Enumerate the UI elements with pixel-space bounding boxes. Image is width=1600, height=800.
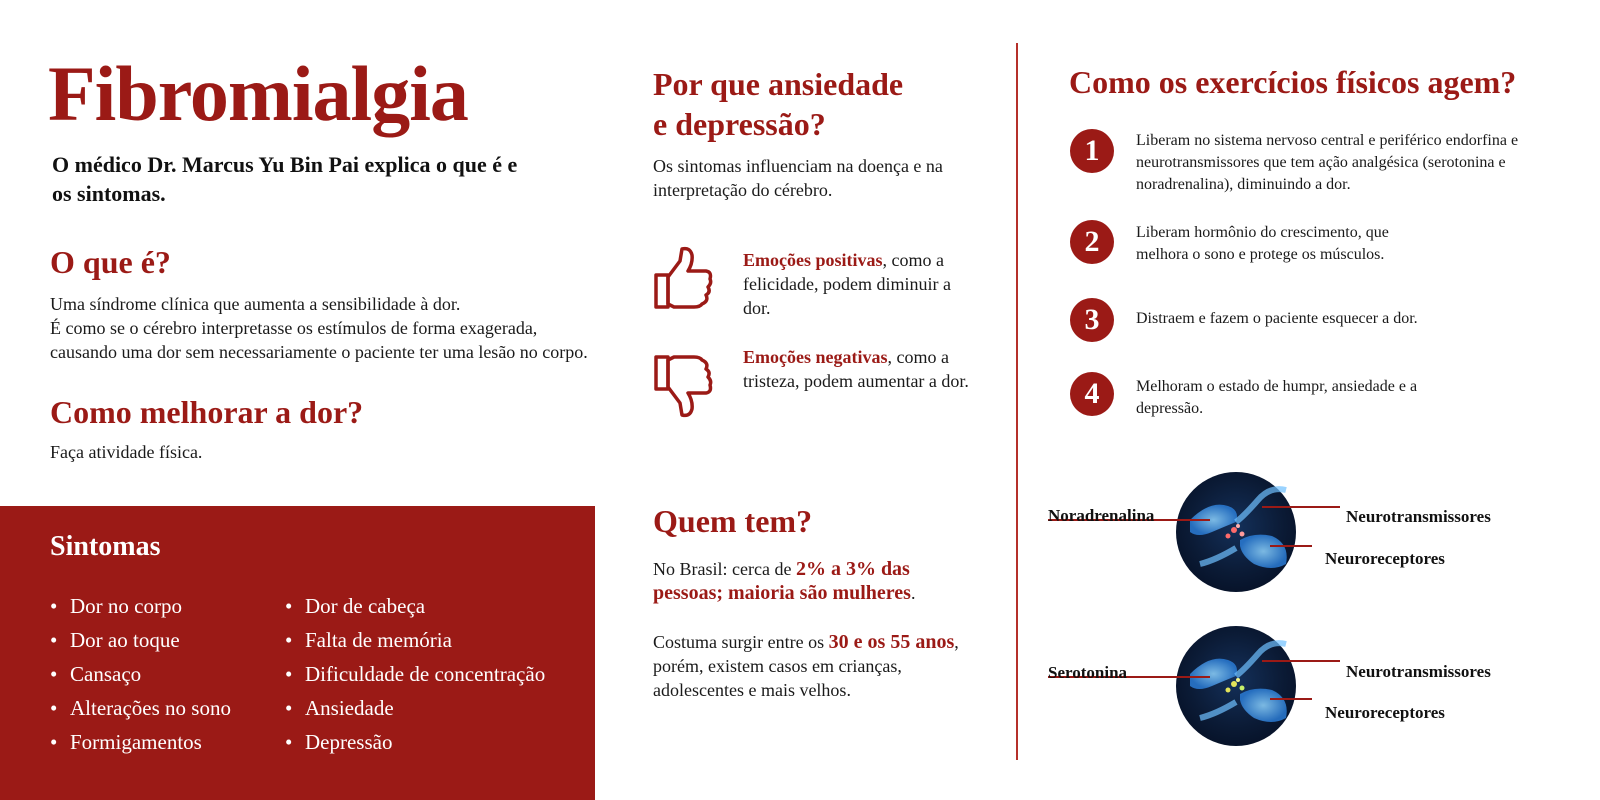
label-neurotransmissores: Neurotransmissores (1346, 662, 1491, 681)
emocoes-positivas-text (743, 248, 978, 320)
emocoes-positivas-label: Emoções positivas (743, 250, 883, 270)
section-heading-exercicios: Como os exercícios físicos agem? (1069, 64, 1517, 100)
synapse-noradrenalina-illustration (1176, 472, 1296, 592)
text-line: causando uma dor sem necessariamente o paciente ter uma lesão no corpo. (50, 342, 588, 362)
list-item: • Formigamentos (50, 725, 231, 759)
text-run: , porém, existem casos em crianças, adolescentes e mais velhos. (653, 632, 959, 700)
text-run: No Brasil: cerca de (653, 559, 796, 579)
section-text-como-melhorar: Faça atividade física. (50, 442, 203, 462)
section-text-o-que-e (50, 292, 610, 364)
step-number-badge: 1 (1070, 129, 1114, 173)
step-number-badge: 3 (1070, 298, 1114, 342)
list-item: • Dor de cabeça (285, 589, 545, 623)
emocoes-negativas-text (743, 345, 978, 393)
subtitle: O médico Dr. Marcus Yu Bin Pai explica o que é e os sintomas. (52, 152, 518, 206)
label-noradrenalina: Noradrenalina (1048, 506, 1155, 525)
emocoes-negativas-label: Emoções negativas (743, 347, 888, 367)
emocoes-negativas-rest: , como a tristeza, podem aumentar a dor. (743, 347, 969, 391)
section-heading-como-melhorar: Como melhorar a dor? (50, 394, 364, 430)
column-divider (1016, 43, 1018, 760)
synapse-serotonina-illustration (1176, 626, 1296, 746)
list-item: • Dor ao toque (50, 623, 231, 657)
sintomas-list-right (285, 589, 545, 759)
sintomas-list-left (50, 589, 231, 759)
highlight-age: 30 e os 55 anos (828, 631, 955, 653)
text-line: É como se o cérebro interpretasse os estímulos de forma exagerada, (50, 318, 538, 338)
list-item: • Falta de memória (285, 623, 545, 657)
step-number-badge: 4 (1070, 372, 1114, 416)
synapse-diagram (1040, 460, 1540, 760)
label-neurotransmissores: Neurotransmissores (1346, 507, 1491, 526)
list-item: • Cansaço (50, 657, 231, 691)
step-text: Liberam hormônio do crescimento, que melhora o sono e protege os músculos. (1136, 224, 1389, 263)
heading-line: Por que ansiedade (653, 66, 904, 102)
thumbs-down-icon (652, 353, 714, 419)
heading-line: e depressão? (653, 106, 826, 142)
section-heading-o-que-e: O que é? (50, 244, 171, 280)
step-text: Melhoram o estado de humpr, ansiedade e a depressão. (1136, 378, 1418, 417)
list-item: • Alterações no sono (50, 691, 231, 725)
step-text: Distraem e fazem o paciente esquecer a dor. (1136, 310, 1418, 327)
section-heading-quem-tem: Quem tem? (653, 503, 813, 539)
highlight-percent: 2% a 3% das pessoas; maioria são mulheres (653, 558, 911, 604)
section-text-por-que: Os sintomas influenciam na doença e na interpretação do cérebro. (653, 156, 943, 200)
quem-tem-paragraph-2 (653, 630, 983, 702)
label-serotonina: Serotonina (1048, 663, 1128, 682)
sintomas-heading: Sintomas (50, 531, 161, 562)
label-neuroreceptores: Neuroreceptores (1325, 703, 1445, 722)
step-number-badge: 2 (1070, 220, 1114, 264)
quem-tem-paragraph-1 (653, 557, 983, 605)
step-text: Liberam no sistema nervoso central e periférico endorfina e neurotransmissores que tem ação analgésica (serotonina e noradrenalina), diminuindo a dor. (1136, 132, 1519, 193)
thumbs-up-icon (652, 245, 714, 311)
page-title: Fibromialgia (48, 50, 468, 137)
text-run: Costuma surgir entre os (653, 632, 829, 652)
list-item: • Ansiedade (285, 691, 545, 725)
list-item: • Dificuldade de concentração (285, 657, 545, 691)
text-line: Uma síndrome clínica que aumenta a sensibilidade à dor. (50, 294, 461, 314)
emocoes-positivas-rest: , como a felicidade, podem diminuir a dor. (743, 250, 951, 318)
list-item: • Depressão (285, 725, 545, 759)
text-run: . (910, 583, 916, 603)
list-item: • Dor no corpo (50, 589, 231, 623)
label-neuroreceptores: Neuroreceptores (1325, 549, 1445, 568)
section-heading-por-que (653, 64, 983, 144)
